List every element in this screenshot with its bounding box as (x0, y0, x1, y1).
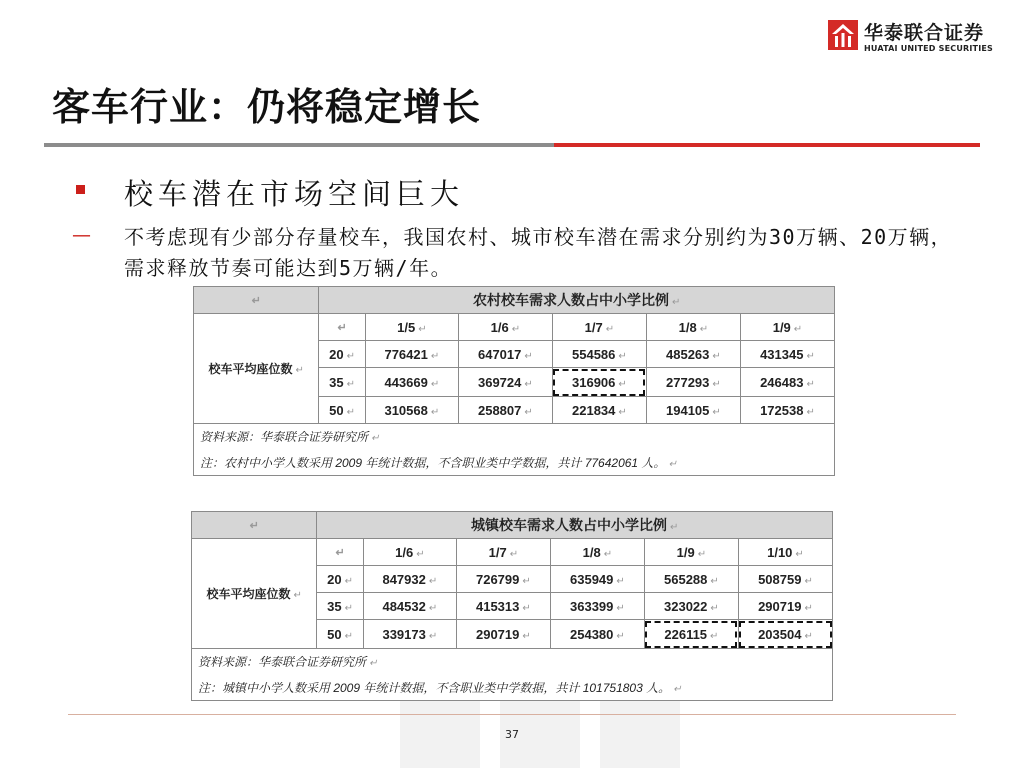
seat-count: 50 ↵ (319, 397, 366, 424)
column-header: 1/6 ↵ (363, 539, 456, 566)
table-cell: 431345 ↵ (740, 341, 834, 368)
company-logo (828, 18, 1008, 58)
table-corner-mark: ↵ (194, 287, 319, 314)
column-header: 1/7 ↵ (552, 314, 646, 341)
table-cell: 847932 ↵ (363, 566, 456, 593)
table-cell: 726799 ↵ (456, 566, 550, 593)
table-source: 资料来源：华泰联合证券研究所 ↵ (194, 424, 835, 450)
highlighted-table-cell: 203504 ↵ (738, 620, 832, 649)
table-cell: 443669 ↵ (365, 368, 458, 397)
table-cell: 258807 ↵ (458, 397, 552, 424)
table-title: 农村校车需求人数占中小学比例 ↵ (319, 287, 835, 314)
table-cell: 323022 ↵ (644, 593, 738, 620)
column-header: 1/8 ↵ (550, 539, 644, 566)
highlighted-table-cell: 226115 ↵ (644, 620, 738, 649)
table-cell: 277293 ↵ (646, 368, 740, 397)
table-cell: 172538 ↵ (740, 397, 834, 424)
dash-marker: — (72, 224, 91, 246)
table-cell: 635949 ↵ (550, 566, 644, 593)
seat-count: 20 ↵ (319, 341, 366, 368)
logo-name-en: HUATAI UNITED SECURITIES (864, 44, 994, 53)
table-cell: 254380 ↵ (550, 620, 644, 649)
bullet-square-icon (76, 185, 85, 194)
title-divider-red (554, 143, 980, 147)
table-cell: 221834 ↵ (552, 397, 646, 424)
slide-title: 客车行业：仍将稳定增长 (52, 85, 482, 129)
table-cell: 363399 ↵ (550, 593, 644, 620)
table-cell: 554586 ↵ (552, 341, 646, 368)
body-paragraph: 不考虑现有少部分存量校车，我国农村、城市校车潜在需求分别约为30万辆、20万辆，需求释放节奏可能达到5万辆/年。 (124, 225, 953, 280)
row-label: 校车平均座位数 ↵ (192, 539, 317, 649)
table-cell: 647017 ↵ (458, 341, 552, 368)
table-title: 城镇校车需求人数占中小学比例 ↵ (317, 512, 833, 539)
table-corner-mark: ↵ (192, 512, 317, 539)
seat-count: 35 ↵ (317, 593, 364, 620)
urban-demand-table (191, 511, 833, 701)
rural-demand-table (193, 286, 835, 476)
table-cell: 485263 ↵ (646, 341, 740, 368)
table-cell: 290719 ↵ (738, 593, 832, 620)
table-cell: 415313 ↵ (456, 593, 550, 620)
column-header: 1/10 ↵ (738, 539, 832, 566)
row-label: 校车平均座位数 ↵ (194, 314, 319, 424)
column-header-blank: ↵ (317, 539, 364, 566)
footer-divider (68, 714, 956, 715)
page-number: 37 (505, 728, 519, 741)
highlighted-table-cell: 316906 ↵ (552, 368, 646, 397)
table-cell: 508759 ↵ (738, 566, 832, 593)
seat-count: 35 ↵ (319, 368, 366, 397)
column-header: 1/9 ↵ (740, 314, 834, 341)
column-header: 1/8 ↵ (646, 314, 740, 341)
table-source: 资料来源：华泰联合证券研究所 ↵ (192, 649, 833, 675)
table-cell: 484532 ↵ (363, 593, 456, 620)
table-cell: 565288 ↵ (644, 566, 738, 593)
column-header: 1/9 ↵ (644, 539, 738, 566)
bullet-heading: 校车潜在市场空间巨大 (124, 177, 465, 211)
table-cell: 776421 ↵ (365, 341, 458, 368)
table-note: 注：城镇中小学人数采用 2009 年统计数据，不含职业类中学数据，共计 101751803 人。 ↵ (192, 675, 833, 701)
table-cell: 339173 ↵ (363, 620, 456, 649)
seat-count: 20 ↵ (317, 566, 364, 593)
seat-count: 50 ↵ (317, 620, 364, 649)
logo-name-cn: 华泰联合证券 (864, 22, 985, 44)
column-header: 1/6 ↵ (458, 314, 552, 341)
column-header: 1/7 ↵ (456, 539, 550, 566)
title-divider-gray (44, 143, 554, 147)
table-cell: 194105 ↵ (646, 397, 740, 424)
table-cell: 290719 ↵ (456, 620, 550, 649)
huatai-logo-icon (828, 20, 858, 50)
table-cell: 310568 ↵ (365, 397, 458, 424)
table-note: 注：农村中小学人数采用 2009 年统计数据，不含职业类中学数据，共计 77642061 人。 ↵ (194, 450, 835, 476)
column-header: 1/5 ↵ (365, 314, 458, 341)
column-header-blank: ↵ (319, 314, 366, 341)
table-cell: 369724 ↵ (458, 368, 552, 397)
table-cell: 246483 ↵ (740, 368, 834, 397)
